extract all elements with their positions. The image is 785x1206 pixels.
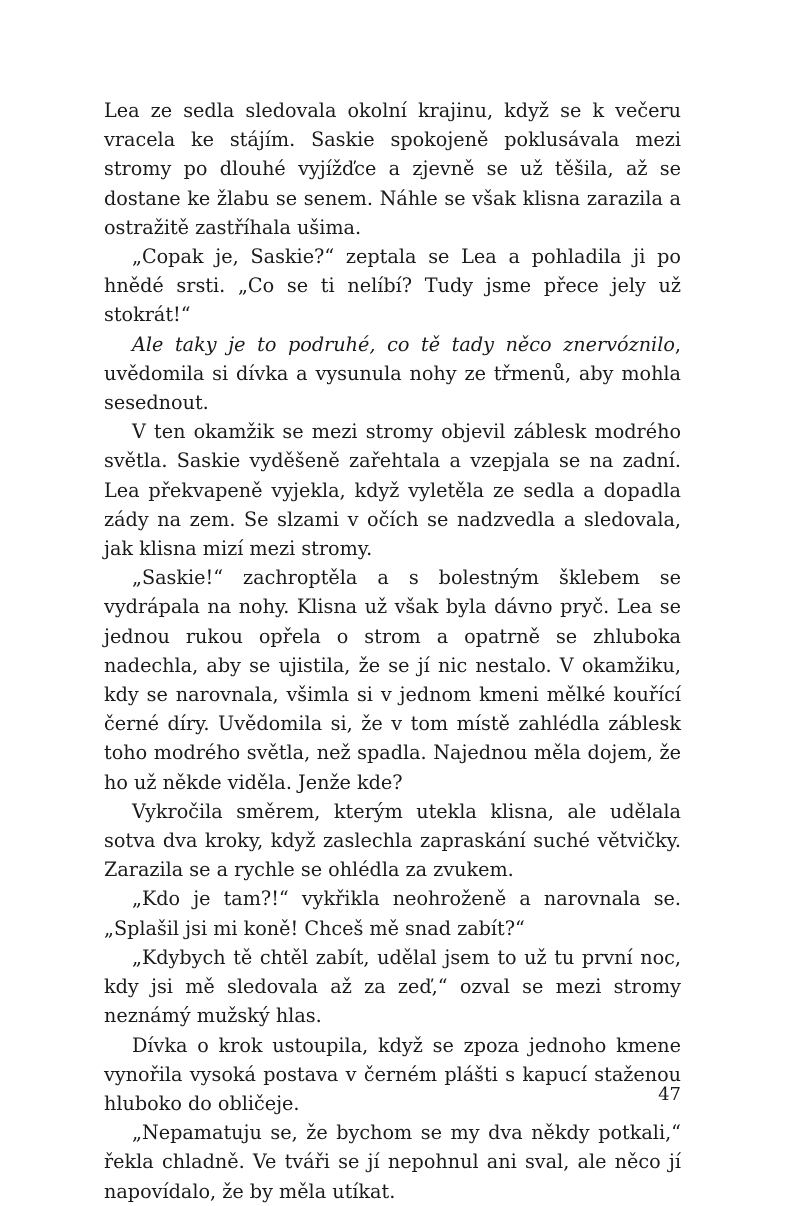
paragraph-7: „Kdo je tam?!“ vykřikla neohroženě a narovnala se. „Splašil jsi mi koně! Chceš mě snad zabít?“ [104,887,681,940]
paragraph-3-rest: , uvědomila si dívka a vysunula nohy ze třmenů, aby mohla sesednout. [104,332,681,415]
paragraph-10: „Nepamatuju se, že bychom se my dva někdy potkali,“ řekla chladně. Ve tváři se jí nepohnul ani sval, ale něco jí napovídalo, že by měla utíkat. [104,1121,681,1203]
paragraph-8: „Kdybych tě chtěl zabít, udělal jsem to už tu první noc, kdy jsi mě sledovala až za zeď,“ ozval se mezi stromy neznámý mužský hlas. [104,945,681,1028]
paragraph-5: „Saskie!“ zachroptěla a s bolestným šklebem se vydrápala na nohy. Klisna už však byla dávno pryč. Lea se jednou rukou opřela o strom a opatrně se zhluboka nadechla, aby se ujistila, že se jí nic nestalo. V okamžiku, kdy se narovnala, všimla si v jednom kmeni mělké kouřící černé díry. Uvědomila si, že v tom místě zahlédla záblesk toho modrého světla, než spadla. Najednou měla dojem, že ho už někde viděla. Jenže kde? [104,566,681,794]
paragraph-3 [104,330,681,418]
paragraph-6: Vykročila směrem, kterým utekla klisna, ale udělala sotva dva kroky, když zaslechla zapraskání suché větvičky. Zarazila se a rychle se ohlédla za zvukem. [104,799,681,882]
italic-thought: Ale taky je to podruhé, co tě tady něco znervóznilo [132,332,675,356]
book-page-body [104,96,681,1206]
paragraph-9: Dívka o krok ustoupila, když se zpoza jednoho kmene vynořila vysoká postava v černém plášti s kapucí staženou hluboko do obličeje. [104,1033,681,1115]
paragraph-1: Lea ze sedla sledovala okolní krajinu, když se k večeru vracela ke stájím. Saskie spokojeně poklusávala mezi stromy po dlouhé vyjížďce a zjevně se už těšila, až se dostane ke žlabu se senem. Náhle se však klisna zarazila a ostražitě zastříhala ušima. [104,99,681,239]
page-number: 47 [658,1084,681,1105]
paragraph-4: V ten okamžik se mezi stromy objevil záblesk modrého světla. Saskie vyděšeně zařehtala a vzepjala se na zadní. Lea překvapeně vyjekla, když vyletěla ze sedla a dopadla zády na zem. Se slzami v očích se nadzvedla a sledovala, jak klisna mizí mezi stromy. [104,420,681,561]
paragraph-2: „Copak je, Saskie?“ zeptala se Lea a pohladila ji po hnědé srsti. „Co se ti nelíbí? Tudy jsme přece jely už stokrát!“ [104,245,681,327]
